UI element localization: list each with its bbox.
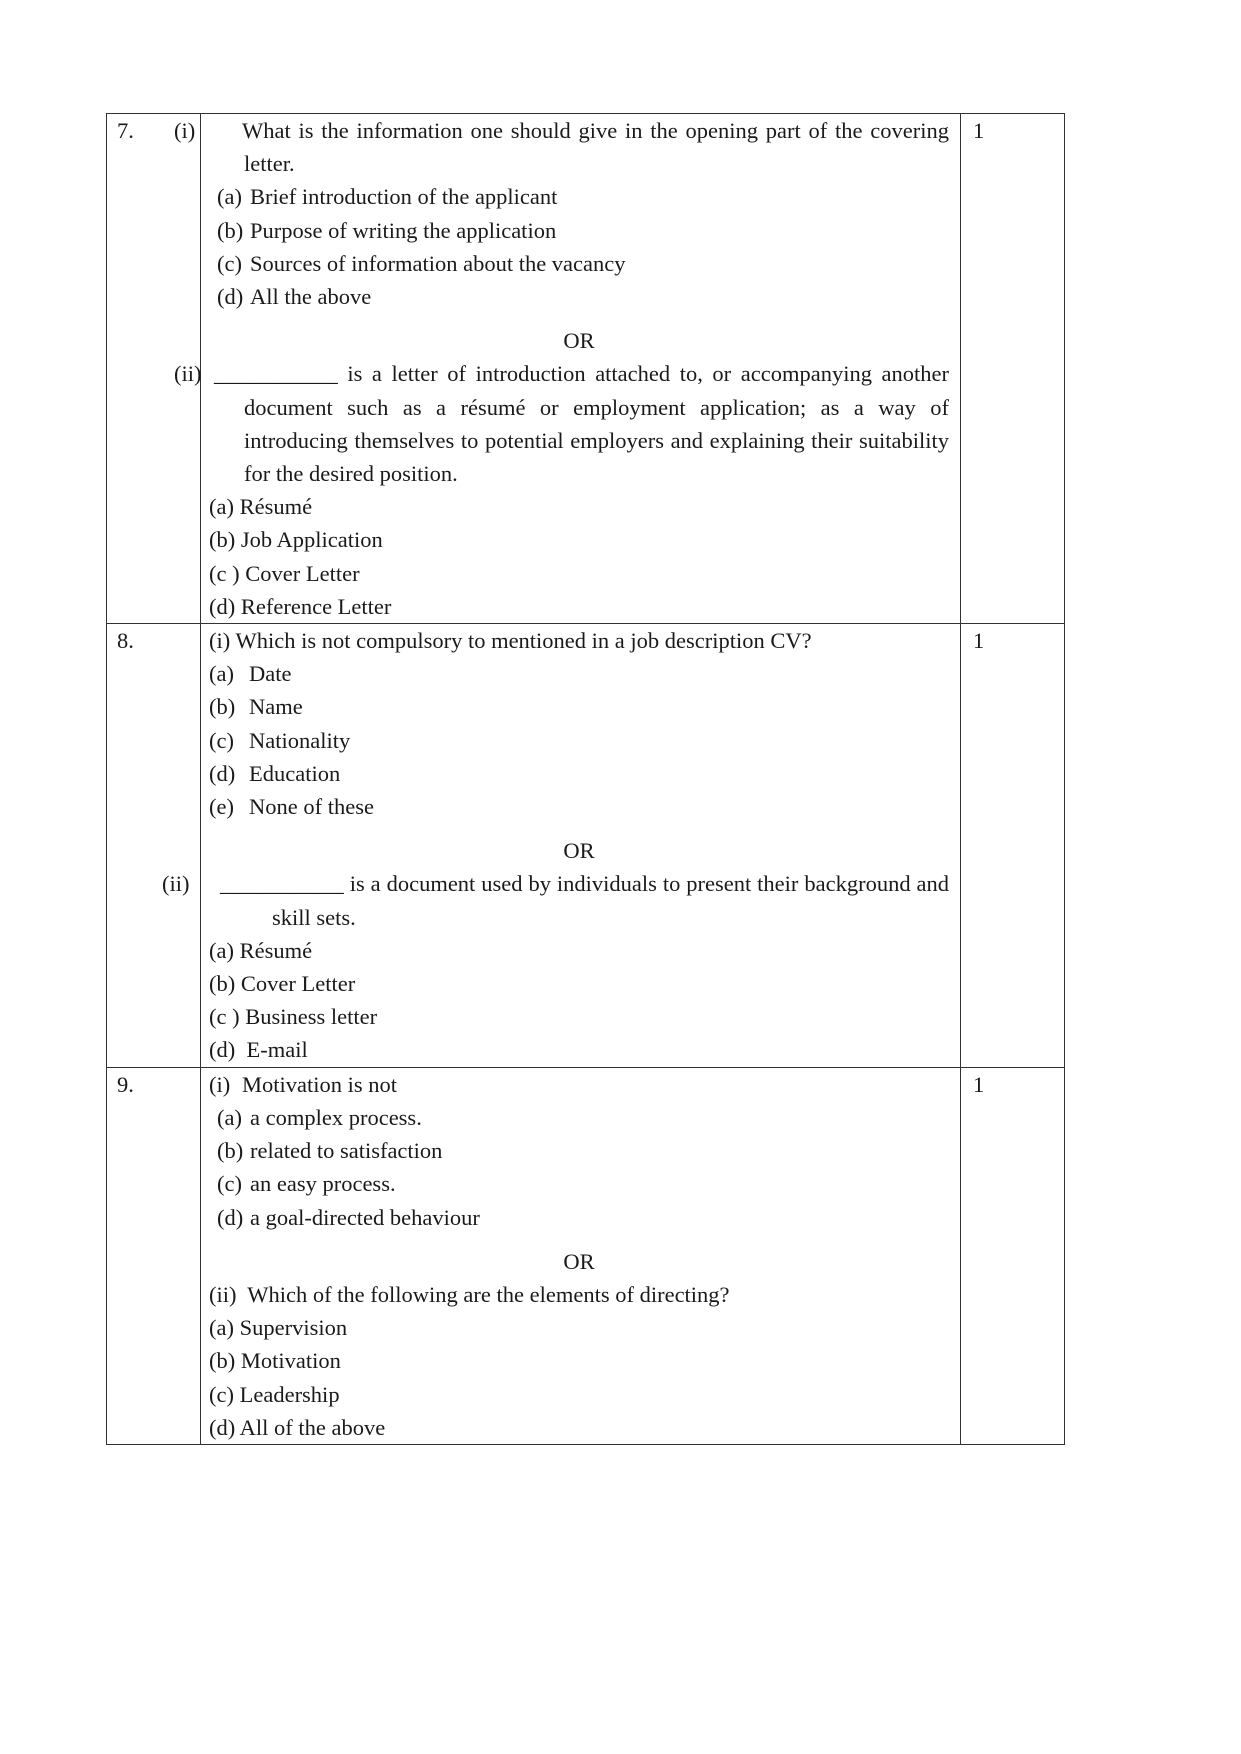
option: (b) related to satisfaction (217, 1138, 443, 1164)
option: (c ) Cover Letter (209, 560, 360, 586)
answer-blank: ___________ (214, 361, 338, 387)
question-table (106, 113, 1065, 1445)
option: (d) All the above (217, 284, 372, 310)
marks: 1 (961, 114, 1065, 624)
marks: 1 (961, 624, 1065, 1068)
option: (c) Nationality (209, 727, 351, 753)
marks: 1 (961, 1067, 1065, 1444)
question-number: 7. (107, 114, 201, 624)
option: (d) Education (209, 760, 341, 786)
option: (a) Supervision (209, 1315, 348, 1341)
question-text: (ii) Which of the following are the elements of directing? (209, 1281, 730, 1307)
question-body (174, 114, 961, 624)
option: (d) All of the above (209, 1414, 386, 1440)
question-body (201, 1067, 961, 1444)
question-text: (i) What is the information one should give in the opening part of the covering letter. (174, 118, 949, 177)
or-separator: OR (563, 1248, 595, 1274)
question-row-7 (107, 114, 1065, 624)
option: (b) Purpose of writing the application (217, 217, 557, 243)
option: (b) Cover Letter (209, 971, 356, 997)
question-text: (ii) ___________ is a document used by individuals to present their background and skill sets. (209, 867, 949, 933)
option: (b) Name (209, 694, 303, 720)
option: (c) Sources of information about the vacancy (217, 250, 626, 276)
option: (a) Date (209, 661, 292, 687)
answer-blank: ___________ (220, 871, 344, 897)
option: (d) Reference Letter (209, 593, 392, 619)
option: (d) a goal-directed behaviour (217, 1204, 480, 1230)
option: (b) Motivation (209, 1348, 341, 1374)
option: (a) Brief introduction of the applicant (217, 184, 558, 210)
option: (c) an easy process. (217, 1171, 396, 1197)
question-text: (ii) ___________ is a letter of introduction attached to, or accompanying another document such as a résumé or employment application; as a way of introducing themselves to potential employers and explaining their suitability for the desired position. (209, 357, 949, 490)
question-text: (i) Motivation is not (209, 1071, 398, 1097)
question-row-9 (107, 1067, 1065, 1444)
option: (d) E-mail (209, 1037, 308, 1063)
or-separator: OR (563, 838, 595, 864)
option: (b) Job Application (209, 527, 383, 553)
question-text: (i) Which is not compulsory to mentioned in a job description CV? (209, 628, 812, 654)
or-separator: OR (563, 328, 595, 354)
option: (c ) Business letter (209, 1004, 378, 1030)
option: (a) Résumé (209, 937, 313, 963)
option: (c) Leadership (209, 1381, 340, 1407)
option: (a) a complex process. (217, 1104, 422, 1130)
option: (a) Résumé (209, 494, 313, 520)
question-number: 8. (107, 624, 201, 1068)
question-row-8 (107, 624, 1065, 1068)
question-body (162, 624, 961, 1068)
option: (e) None of these (209, 794, 374, 820)
question-number: 9. (107, 1067, 201, 1444)
